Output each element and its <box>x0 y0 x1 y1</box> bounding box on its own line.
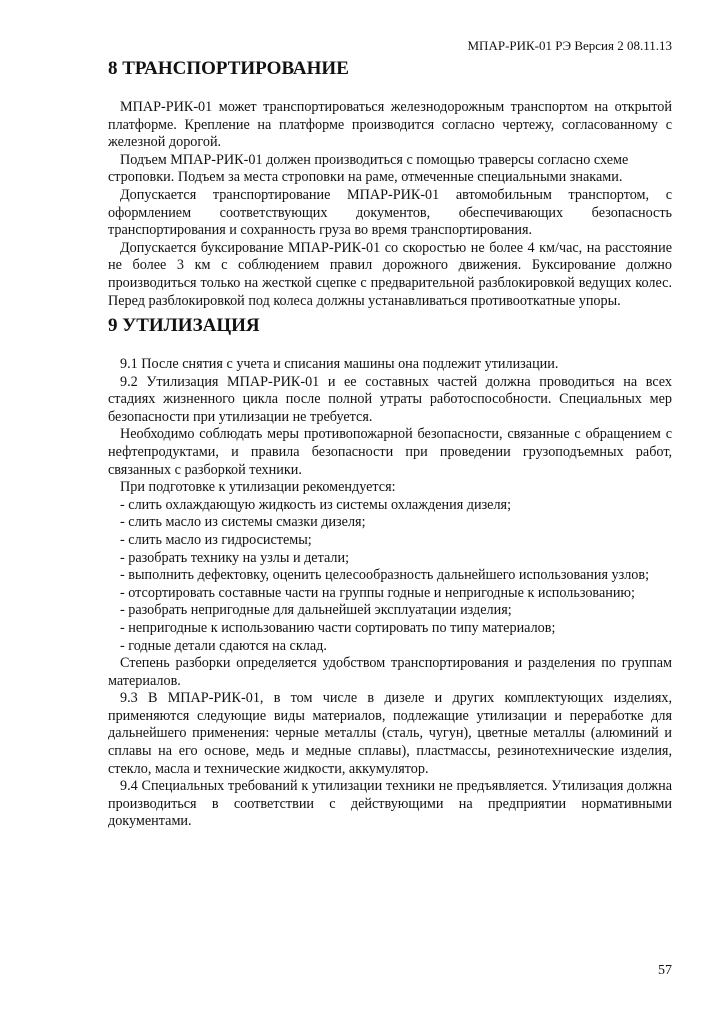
page-number: 57 <box>658 963 672 978</box>
paragraph: Допускается транспортирование МПАР-РИК-01 автомобильным транспортом, с оформлением соответствующих документов, обеспечивающих безопасность транспортирования и сохранность груза во время транспортирования. <box>108 186 672 239</box>
list-item: - слить масло из гидросистемы; <box>120 531 312 548</box>
list-item: - отсортировать составные части на группы годные и непригодные к использованию; <box>120 584 635 601</box>
list-item: - разобрать технику на узлы и детали; <box>120 549 350 566</box>
list-item: - выполнить дефектовку, оценить целесообразность дальнейшего использования узлов; <box>120 567 650 584</box>
paragraph: При подготовке к утилизации рекомендуется: <box>120 479 396 496</box>
document-reference: МПАР-РИК-01 РЭ Версия 2 08.11.13 <box>467 38 672 53</box>
list-item: - слить масло из системы смазки дизеля; <box>120 514 366 531</box>
section-title: 9 УТИЛИЗАЦИЯ <box>108 315 260 336</box>
list-item: - слить охлаждающую жидкость из системы охлаждения дизеля; <box>120 496 512 513</box>
section-title: 8 ТРАНСПОРТИРОВАНИЕ <box>108 58 349 79</box>
section-transportation <box>108 58 672 310</box>
paragraph: Степень разборки определяется удобством транспортирования и разделения по группам материалов. <box>108 655 672 689</box>
section-body <box>108 356 672 831</box>
paragraph: 9.4 Специальных требований к утилизации техники не предъявляется. Утилизация должна производиться в соответствии с действующими на предприятии нормативными документами. <box>108 778 672 830</box>
list-item: - разобрать непригодные для дальнейшей эксплуатации изделия; <box>120 602 512 619</box>
section-disposal <box>108 315 672 831</box>
paragraph: 9.2 Утилизация МПАР-РИК-01 и ее составных частей должна проводиться на всех стадиях жизненного цикла после полной утраты работоспособности. Специальных мер безопасности при утилизации не требуется. <box>108 373 672 425</box>
paragraph: Допускается буксирование МПАР-РИК-01 со скоростью не более 4 км/час, на расстояние не более 3 км с соблюдением правил дорожного движения. Буксирование должно производиться только на жесткой сцепке с предварительной разблокировкой ведущих колес. Перед разблокировкой под колеса должны устанавливаться противооткатные упоры. <box>108 239 672 309</box>
list-item: - годные детали сдаются на склад. <box>120 637 327 654</box>
paragraph: МПАР-РИК-01 может транспортироваться железнодорожным транспортом на открытой платформе. Крепление на платформе производится согласно чертежу, согласованному с железной дорогой. <box>108 99 672 151</box>
paragraph: Подъем МПАР-РИК-01 должен производиться с помощью траверсы согласно схеме строповки. Подъем за места строповки на раме, отмеченные специальными знаками. <box>108 151 629 186</box>
section-body <box>108 99 672 310</box>
list-item: - непригодные к использованию части сортировать по типу материалов; <box>120 619 556 636</box>
paragraph: Необходимо соблюдать меры противопожарной безопасности, связанные с обращением с нефтепродуктами, и правила безопасности при проведении грузоподъемных работ, связанных с разборкой техники. <box>108 426 672 478</box>
paragraph: 9.1 После снятия с учета и списания машины она подлежит утилизации. <box>120 356 559 372</box>
paragraph: 9.3 В МПАР-РИК-01, в том числе в дизеле и других комплектующих изделиях, применяются следующие виды материалов, подлежащие утилизации и переработке для дальнейшего применения: черные металлы (сталь, чугун), цветные металлы (алюминий и сплавы на его основе, медь и медные сплавы), пластмассы, резинотехнические изделия, стекло, масла и технические жидкости, аккумулятор. <box>108 690 672 777</box>
